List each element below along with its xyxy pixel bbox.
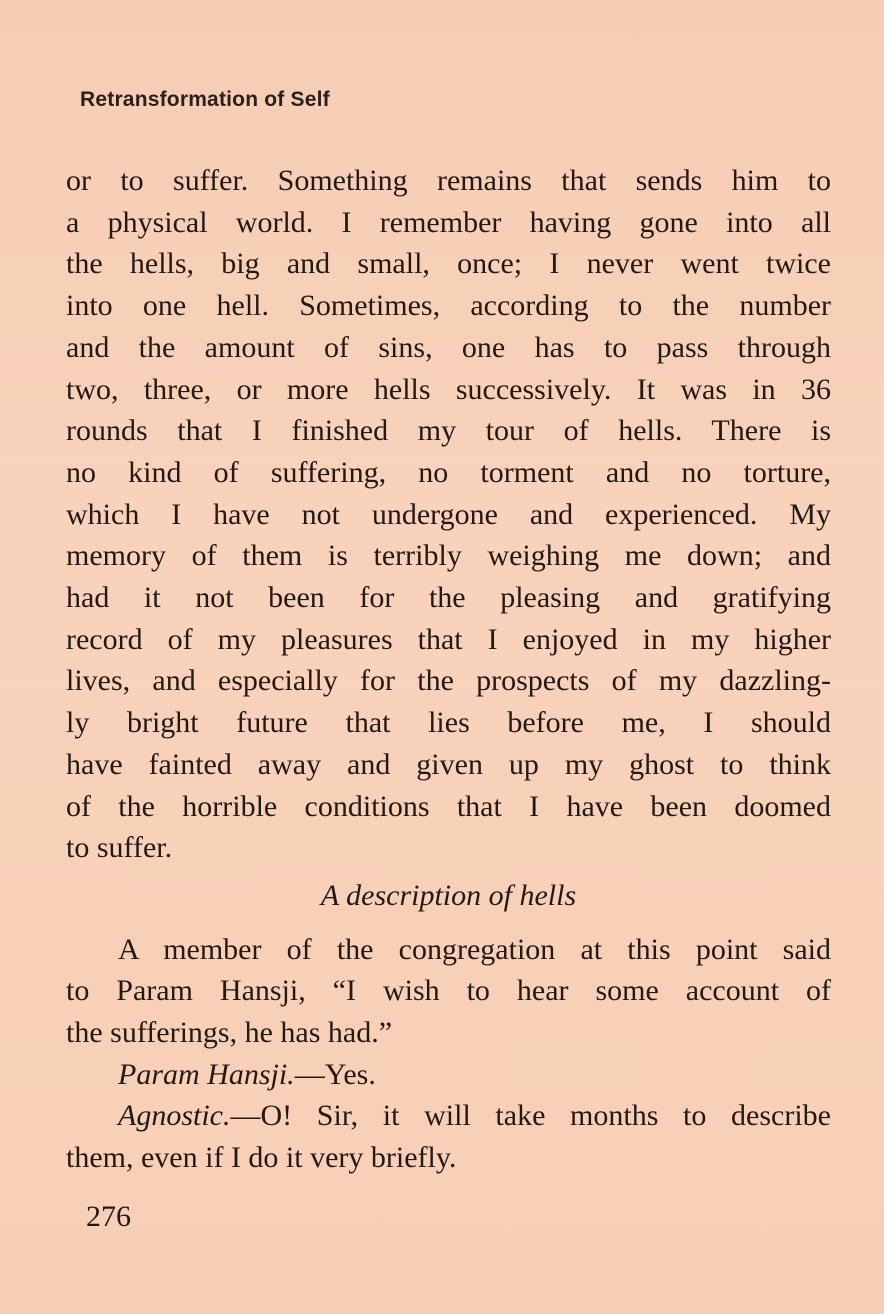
text-line: the sufferings, he has had.” <box>66 1016 393 1050</box>
text-line: which I have not undergone and experienced. My <box>66 497 831 531</box>
speaker-name: Agnostic. <box>118 1099 231 1133</box>
text-line: have fainted away and given up my ghost to think <box>66 747 831 781</box>
text-line: no kind of suffering, no torment and no torture, <box>66 455 831 489</box>
text-line: them, even if I do it very briefly. <box>66 1141 457 1175</box>
text-line: or to suffer. Something remains that sends him to <box>66 164 831 197</box>
text-line: and the amount of sins, one has to pass through <box>66 330 831 364</box>
text-line: had it not been for the pleasing and gratifying <box>66 581 831 615</box>
text-line: A member of the congregation at this point said <box>118 932 831 966</box>
text-line: to suffer. <box>66 831 173 865</box>
text-line: memory of them is terribly weighing me down; and <box>66 539 831 573</box>
dialogue-text: —O! Sir, it will take months to describe <box>230 1099 831 1133</box>
text-line: rounds that I finished my tour of hells. There is <box>66 414 831 448</box>
speaker-name: Param Hansji. <box>118 1057 295 1091</box>
running-head: Retransformation of Self <box>80 88 330 111</box>
text-line: ly bright future that lies before me, I should <box>66 706 831 740</box>
page-number: 276 <box>86 1200 131 1233</box>
paragraph <box>66 160 831 869</box>
dialogue-line <box>66 1095 831 1137</box>
text-line: lives, and especially for the prospects of my dazzling- <box>66 664 831 698</box>
text-line: a physical world. I remember having gone into all <box>66 205 831 239</box>
paragraph <box>66 929 831 1054</box>
text-line: record of my pleasures that I enjoyed in my higher <box>66 622 831 656</box>
dialogue-line <box>66 1054 831 1096</box>
text-line: to Param Hansji, “I wish to hear some account of <box>66 974 831 1008</box>
text-line: two, three, or more hells successively. It was in 36 <box>66 372 831 406</box>
section-heading: A description of hells <box>320 878 577 912</box>
text-line: into one hell. Sometimes, according to the number <box>66 289 831 323</box>
page-body <box>66 160 831 1179</box>
text-line: of the horrible conditions that I have been doomed <box>66 789 831 823</box>
text-line: the hells, big and small, once; I never went twice <box>66 247 831 281</box>
dialogue-text: —Yes. <box>294 1057 376 1091</box>
